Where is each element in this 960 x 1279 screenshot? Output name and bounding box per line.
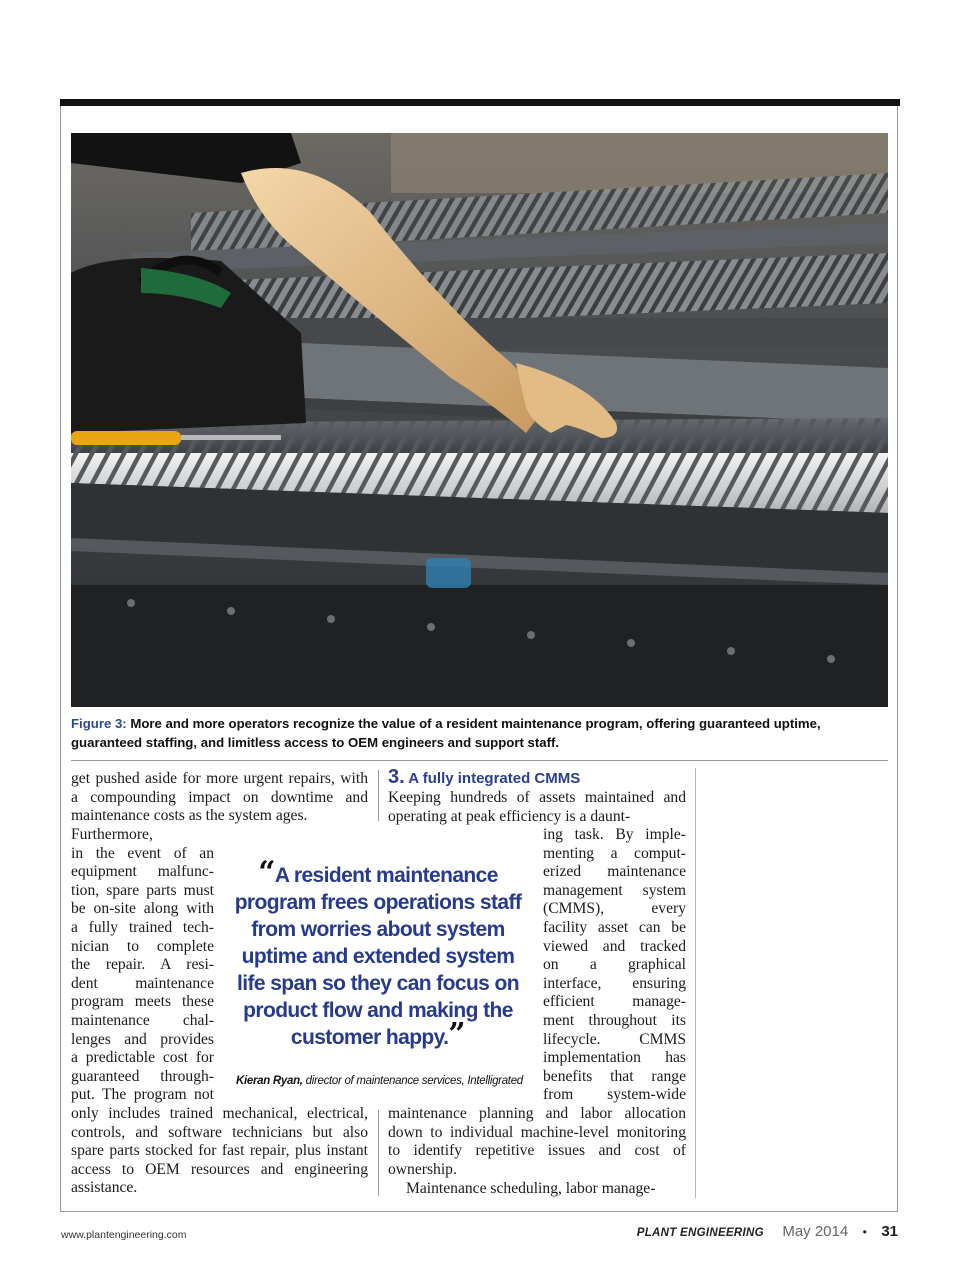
text-line: management system [543, 881, 686, 899]
pull-quote-attribution [236, 1075, 523, 1087]
text-line: (CMMS), every [543, 900, 686, 918]
close-quote-mark: ” [448, 1017, 466, 1052]
text-line: viewed and tracked [543, 937, 686, 955]
folio-separator: • [862, 1225, 867, 1239]
page-number: 31 [881, 1223, 898, 1240]
text-line: benefits that range [543, 1067, 686, 1085]
column-divider-top [378, 770, 379, 821]
text-line: program meets these [71, 993, 214, 1011]
pull-quote-text: A resident maintenance program frees operations staff from worries about system uptime and extended system life span so they can focus on product flow and making the customer happy. [234, 864, 522, 1049]
left-column-para-2-wide [71, 1105, 368, 1198]
text-line: dent maintenance [71, 974, 214, 992]
right-column-para-2 [388, 1180, 686, 1199]
text-line: erized maintenance [543, 863, 686, 881]
text-line: tion, spare parts must [71, 881, 214, 899]
figure-caption [71, 714, 881, 752]
text-line: lifecycle. CMMS [543, 1030, 686, 1048]
text-line: be on-site along with [71, 900, 214, 918]
text-line: a predictable cost for [71, 1049, 214, 1067]
right-column-para-1-end [388, 1105, 686, 1179]
text-line: put. The program not [71, 1086, 214, 1104]
column-divider-bottom [378, 1110, 379, 1196]
text-line: menting a comput- [543, 844, 686, 862]
section-heading [388, 766, 580, 789]
open-quote-mark: “ [258, 855, 275, 890]
issue-date: May 2014 [782, 1223, 849, 1240]
text-line: Furthermore, [71, 826, 153, 843]
text-line: equipment malfunc- [71, 863, 214, 881]
text-line: efficient manage- [543, 993, 686, 1011]
text-line: ment throughout its [543, 1011, 686, 1029]
text-line: implementation has [543, 1049, 686, 1067]
paragraph-text: Keeping hundreds of assets maintained and operating at peak efficiency is a daunt- [388, 789, 686, 825]
paragraph-text: Maintenance scheduling, labor manage- [406, 1180, 656, 1197]
figure-caption-text: More and more operators recognize the value of a resident maintenance program, offering guaranteed uptime, guaranteed staffing, and limitless access to OEM engineers and support staff. [71, 716, 821, 750]
text-line: the repair. A resi- [71, 956, 214, 974]
paragraph-text: get pushed aside for more urgent repairs, with a compounding impact on downtime and maintenance costs as the system ages. [71, 770, 368, 825]
attribution-title: director of maintenance services, Intelligrated [302, 1075, 523, 1087]
section-title: A fully integrated CMMS [404, 770, 581, 787]
text-line: a fully trained tech- [71, 918, 214, 936]
footer-folio [637, 1223, 898, 1241]
right-column-para-1-wide [388, 789, 686, 826]
paragraph-text: maintenance planning and labor allocation down to individual machine-level monitoring to identify repetitive issues and cost of ownership. [388, 1105, 686, 1178]
pull-quote [226, 855, 530, 1052]
text-line: ing task. By imple- [543, 826, 686, 843]
text-line: from system-wide [543, 1086, 686, 1104]
text-line: guaranteed through- [71, 1067, 214, 1085]
publication-name: PLANT ENGINEERING [636, 1227, 764, 1239]
top-rule [60, 99, 900, 106]
text-line: on a graphical [543, 956, 686, 974]
conveyor-photo [71, 133, 888, 707]
left-column-para-1 [71, 770, 368, 826]
caption-divider [71, 760, 888, 761]
text-line: nician to complete [71, 937, 214, 955]
text-line: lenges and provides [71, 1030, 214, 1048]
section-number: 3. [388, 766, 405, 788]
paragraph-text: only includes trained mechanical, electrical, controls, and software technicians but also spare parts stocked for fast repair, plus instant access to OEM resources and engineering assistance. [71, 1105, 368, 1197]
right-margin-rule [695, 768, 696, 1198]
text-line: maintenance chal- [71, 1011, 214, 1029]
right-column-para-1-narrow [543, 826, 686, 1105]
attribution-name: Kieran Ryan, [236, 1075, 303, 1087]
text-line: in the event of an [71, 844, 214, 862]
text-line: facility asset can be [543, 918, 686, 936]
left-column-para-2-narrow [71, 826, 214, 1105]
text-line: interface, ensuring [543, 974, 686, 992]
figure-label: Figure 3: [71, 716, 127, 731]
footer-url: www.plantengineering.com [61, 1229, 187, 1241]
